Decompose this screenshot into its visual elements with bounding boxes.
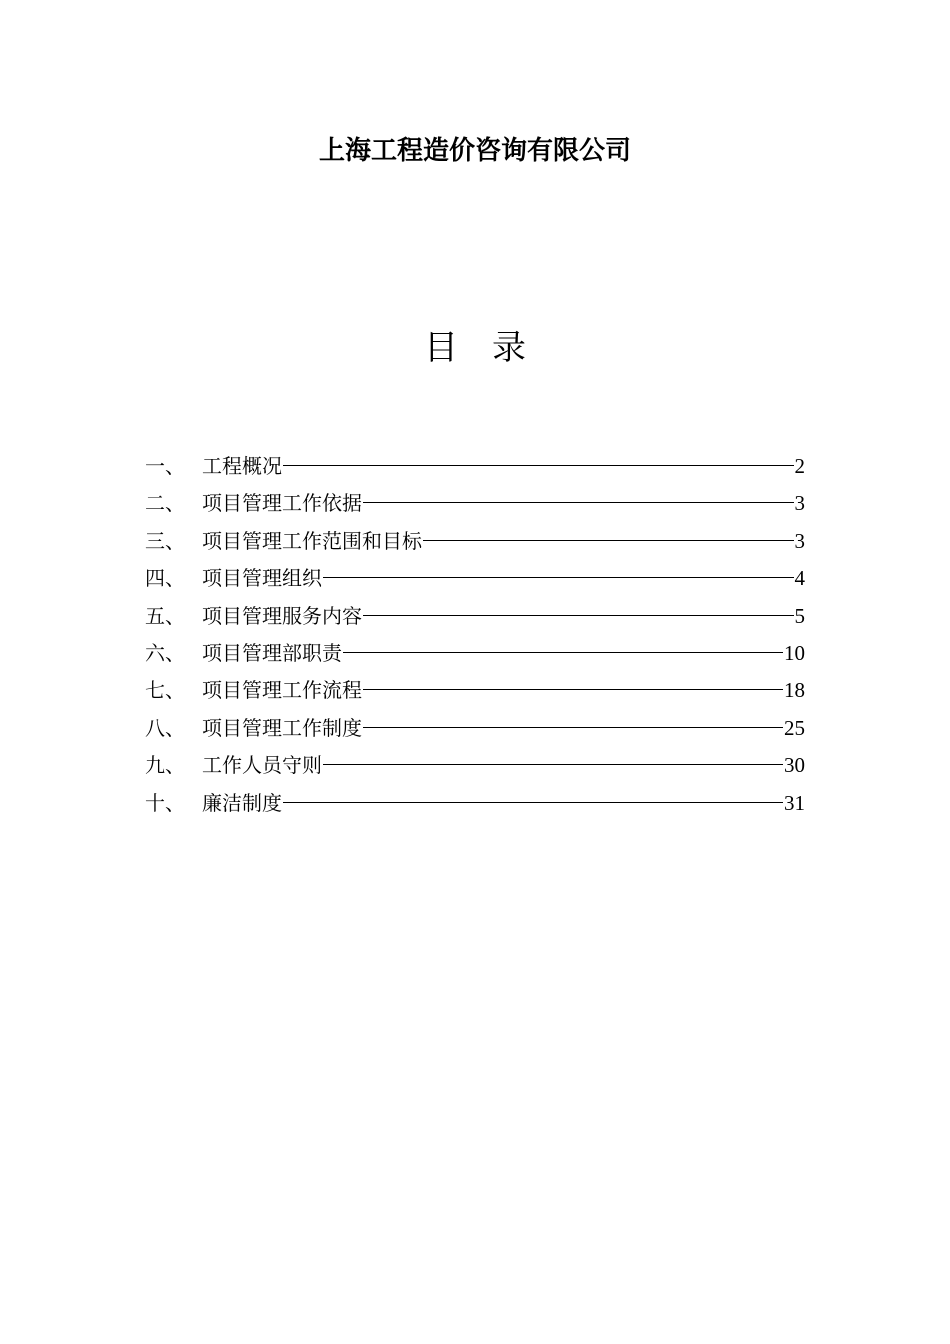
toc-entry-title: 项目管理服务内容 xyxy=(202,603,362,628)
company-name: 上海工程造价咨询有限公司 xyxy=(318,136,631,166)
toc-entry-page: 10 xyxy=(784,640,805,665)
toc-entry-number: 十、 xyxy=(145,790,185,815)
toc-entry-page: 4 xyxy=(794,566,805,591)
toc-entry[interactable] xyxy=(145,710,805,747)
toc-heading-char-2: 录 xyxy=(492,328,526,368)
toc-entry-page: 5 xyxy=(794,603,805,628)
toc-entry-page: 30 xyxy=(784,753,805,778)
toc-entry[interactable] xyxy=(145,598,805,635)
toc-leader-line xyxy=(343,652,783,653)
toc-entry-page: 2 xyxy=(794,454,805,478)
toc-entry-page: 3 xyxy=(794,491,805,516)
toc-entry[interactable] xyxy=(145,448,805,485)
toc-entry-number: 二、 xyxy=(145,491,185,516)
toc-leader-line xyxy=(363,727,783,728)
toc-entry-page: 3 xyxy=(794,528,805,553)
toc-entry-page: 31 xyxy=(784,790,805,815)
toc-entry-title: 工程概况 xyxy=(202,454,282,478)
toc-entry-title: 项目管理组织 xyxy=(202,566,322,591)
toc-heading xyxy=(0,320,950,369)
toc-entry[interactable] xyxy=(145,672,805,709)
toc-leader-line xyxy=(363,689,783,690)
toc-entry-number: 三、 xyxy=(145,528,185,553)
toc-entry-number: 一、 xyxy=(145,454,185,478)
toc-entry-number: 八、 xyxy=(145,715,185,740)
toc-entry-title: 项目管理工作流程 xyxy=(202,678,362,703)
toc-entry-number: 七、 xyxy=(145,678,185,703)
toc-entry-title: 项目管理工作范围和目标 xyxy=(202,528,422,553)
toc-entry[interactable] xyxy=(145,785,805,822)
toc-entry[interactable] xyxy=(145,523,805,560)
toc-heading-char-1: 目 xyxy=(424,328,458,368)
toc-entry-number: 九、 xyxy=(145,753,185,778)
toc-entry-number: 六、 xyxy=(145,640,185,665)
toc-entry[interactable] xyxy=(145,635,805,672)
toc-leader-line xyxy=(363,502,794,503)
toc-entry-title: 项目管理工作制度 xyxy=(202,715,362,740)
toc-entry-title: 项目管理部职责 xyxy=(202,640,342,665)
toc-leader-line xyxy=(283,465,794,466)
toc-leader-line xyxy=(323,764,783,765)
toc-entry-title: 项目管理工作依据 xyxy=(202,491,362,516)
toc-entry[interactable] xyxy=(145,747,805,784)
toc-entry-page: 25 xyxy=(784,715,805,740)
toc-leader-line xyxy=(423,540,794,541)
toc-entry-page: 18 xyxy=(784,678,805,703)
toc-entry-title: 廉洁制度 xyxy=(202,790,282,815)
toc-entry-number: 四、 xyxy=(145,566,185,591)
toc-leader-line xyxy=(323,577,794,578)
toc-leader-line xyxy=(283,802,783,803)
toc-entry-title: 工作人员守则 xyxy=(202,753,322,778)
toc-entry[interactable] xyxy=(145,485,805,522)
toc-entry[interactable] xyxy=(145,560,805,597)
toc-leader-line xyxy=(363,615,794,616)
toc-entry-number: 五、 xyxy=(145,603,185,628)
table-of-contents xyxy=(145,448,805,822)
